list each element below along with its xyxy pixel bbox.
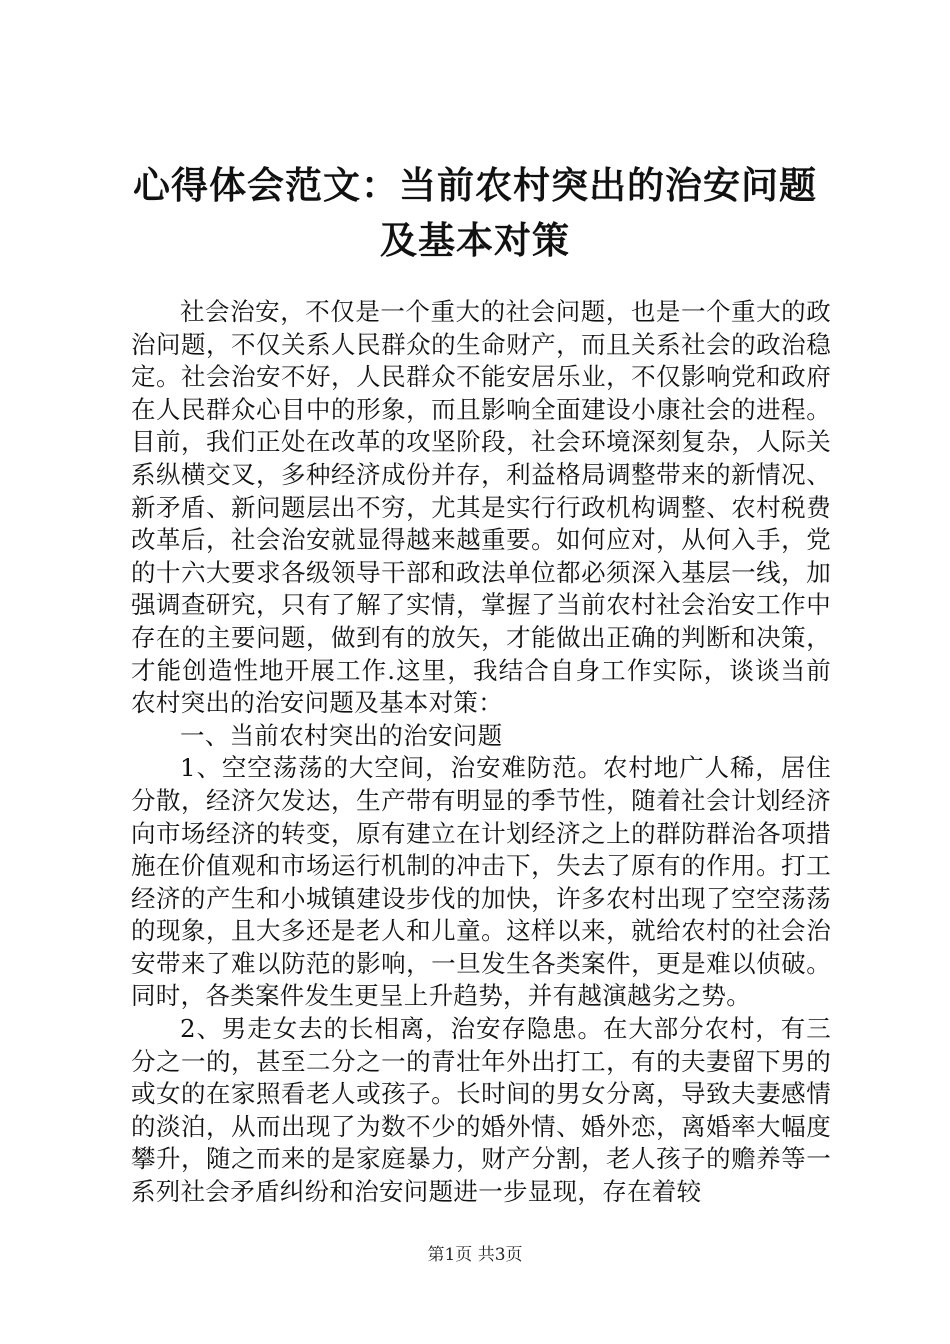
paragraph-intro: 社会治安，不仅是一个重大的社会问题，也是一个重大的政治问题，不仅关系人民群众的生命财产，而且关系社会的政治稳定。社会治安不好，人民群众不能安居乐业，不仅影响党和政府在人民群众心目中的形象，而且影响全面建设小康社会的进程。目前，我们正处在改革的攻坚阶段，社会环境深刻复杂，人际关系纵横交叉，多种经济成份并存，利益格局调整带来的新情况、新矛盾、新问题层出不穷，尤其是实行行政机构调整、农村税费改革后，社会治安就显得越来越重要。如何应对，从何入手，党的十六大要求各级领导干部和政法单位都必须深入基层一线，加强调查研究，只有了解了实情，掌握了当前农村社会治安工作中存在的主要问题，做到有的放矢，才能做出正确的判断和决策，才能创造性地开展工作.这里，我结合自身工作实际，谈谈当前农村突出的治安问题及基本对策：: [131, 297, 831, 718]
page-number-footer: 第1页 共3页: [427, 1245, 523, 1265]
page-title: 心得体会范文：当前农村突出的治安问题及基本对策: [133, 164, 817, 262]
section-heading: 一、当前农村突出的治安问题: [180, 720, 503, 750]
paragraph-item-2: 2、男走女去的长相离，治安存隐患。在大部分农村，有三分之一的，甚至二分之一的青壮年外出打工，有的夫妻留下男的或女的在家照看老人或孩子。长时间的男女分离，导致夫妻感情的淡泊，从而出现了为数不少的婚外情、婚外恋，离婚率大幅度攀升，随之而来的是家庭暴力，财产分割，老人孩子的赡养等一系列社会矛盾纠纷和治安问题进一步显现，存在着较: [131, 1014, 831, 1207]
paragraph-item-1: 1、空空荡荡的大空间，治安难防范。农村地广人稀，居住分散，经济欠发达，生产带有明显的季节性，随着社会计划经济向市场经济的转变，原有建立在计划经济之上的群防群治各项措施在价值观和市场运行机制的冲击下，失去了原有的作用。打工经济的产生和小城镇建设步伐的加快，许多农村出现了空空荡荡的现象，且大多还是老人和儿童。这样以来，就给农村的社会治安带来了难以防范的影响，一旦发生各类案件，更是难以侦破。同时，各类案件发生更呈上升趋势，并有越演越劣之势。: [131, 753, 831, 1011]
document-body: [131, 296, 831, 1209]
